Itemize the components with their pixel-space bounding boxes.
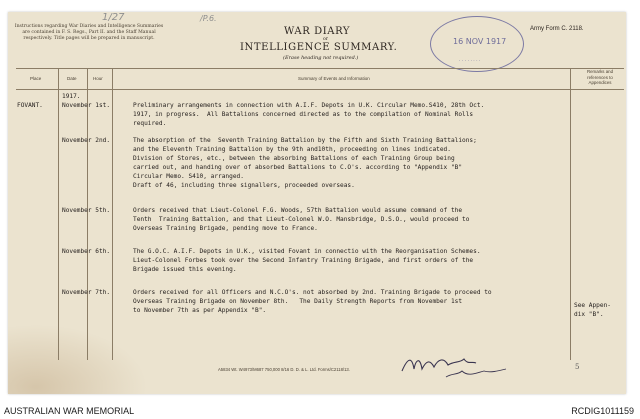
entry-date: November 6th. bbox=[62, 248, 111, 255]
received-stamp bbox=[430, 16, 524, 72]
archive-credit: AUSTRALIAN WAR MEMORIAL bbox=[4, 406, 135, 416]
archive-record-id: RCDIG1011159 bbox=[571, 406, 634, 416]
printer-imprint: A5834 Wt. W4973/M687 750,000 8/16 D. D. & L. Ltd. Forms/C2118/13. bbox=[218, 367, 350, 372]
handwritten-signature bbox=[398, 351, 518, 381]
col-divider-remarks bbox=[570, 68, 571, 360]
title-war-diary: WAR DIARY bbox=[284, 26, 351, 37]
stamp-date: 16 NOV 1917 bbox=[453, 37, 507, 46]
army-form-number: Army Form C. 2118. bbox=[530, 26, 584, 32]
entry-text: The G.O.C. A.I.F. Depots in U.K., visited Fovant in connectio with the Reorganisation Schemes. Lieut-Colonel Forbes took over the Second Infantry Training Brigade, and first orders of the Brigade issued this evening. bbox=[133, 248, 481, 273]
table-top-rule bbox=[16, 68, 624, 69]
col-header-remarks: Remarks and references to Appendices bbox=[586, 69, 614, 85]
col-divider-place bbox=[58, 68, 59, 360]
col-divider-hour bbox=[112, 68, 113, 360]
entry-text: Orders received for all Officers and N.C.O's. not absorbed by 2nd. Training Brigade to proceed to Overseas Training Brigade on November 8th. The Daily Strength Reports from November 1st to November 7th as per Appendix "B". bbox=[133, 289, 492, 314]
entry-text: Preliminary arrangements in connection with A.I.F. Depots in U.K. Circular Memo.S410, 28th Oct. 1917, in progress. All Battalions concerned directed as to the compilation of Nominal Rolls required. bbox=[133, 102, 485, 127]
entry-remark: See Appen- dix "B". bbox=[574, 302, 611, 318]
col-header-summary: Summary of Events and Information bbox=[298, 76, 370, 81]
archive-credit-bar bbox=[0, 405, 640, 419]
pencil-annotation-2: /P.6. bbox=[200, 14, 217, 23]
table-header-rule bbox=[16, 89, 624, 90]
instructions-note: Instructions regarding War Diaries and Intelligence Summaries are contained in F. S. Regs., Part II. and the Staff Manual respectively. Title pages will be prepared in manuscript. bbox=[14, 24, 164, 41]
war-diary-page bbox=[8, 12, 626, 394]
page-number: 5 bbox=[575, 363, 580, 371]
entry-date: 1917. November 1st. bbox=[62, 93, 111, 109]
entry-text: Orders received that Lieut-Colonel F.G. Woods, 57th Battalion would assume command of the Tenth Training Battalion, and that Lieut-Colonel W.O. Mansbridge, D.S.O., would proceed to Overseas Training Brigade, pending move to France. bbox=[133, 207, 470, 232]
pencil-annotation: 1/27 bbox=[102, 12, 125, 23]
entry-text: The absorption of the Seventh Training Battalion by the Fifth and Sixth Training Battalions; and the Eleventh Training Battalion by the 9th and10th, proceeding on lines indicated. Division of Stores, etc., between the absorbing Battalions of each Training Group being carried out, and handing over of absorbed Battalions to C.O's. according to "Appendix "B" Circular Memo. S410, arranged. Draft of 46, including three signallers, proceeded overseas. bbox=[133, 137, 477, 189]
title-or: or bbox=[323, 37, 328, 42]
col-header-place: Place bbox=[30, 76, 42, 81]
entry-place: FOVANT. bbox=[17, 102, 43, 109]
col-header-hour: Hour bbox=[93, 76, 103, 81]
title-intelligence-summary: INTELLIGENCE SUMMARY. bbox=[240, 42, 398, 53]
entry-date: November 7th. bbox=[62, 289, 111, 296]
title-subnote: (Erase heading not required.) bbox=[283, 55, 359, 61]
stamp-lettering: · · · · · · · · bbox=[459, 59, 481, 64]
entry-date: November 5th. bbox=[62, 207, 111, 214]
entry-date: November 2nd. bbox=[62, 137, 111, 144]
col-header-date: Date bbox=[67, 76, 77, 81]
paper-stain bbox=[8, 324, 148, 394]
